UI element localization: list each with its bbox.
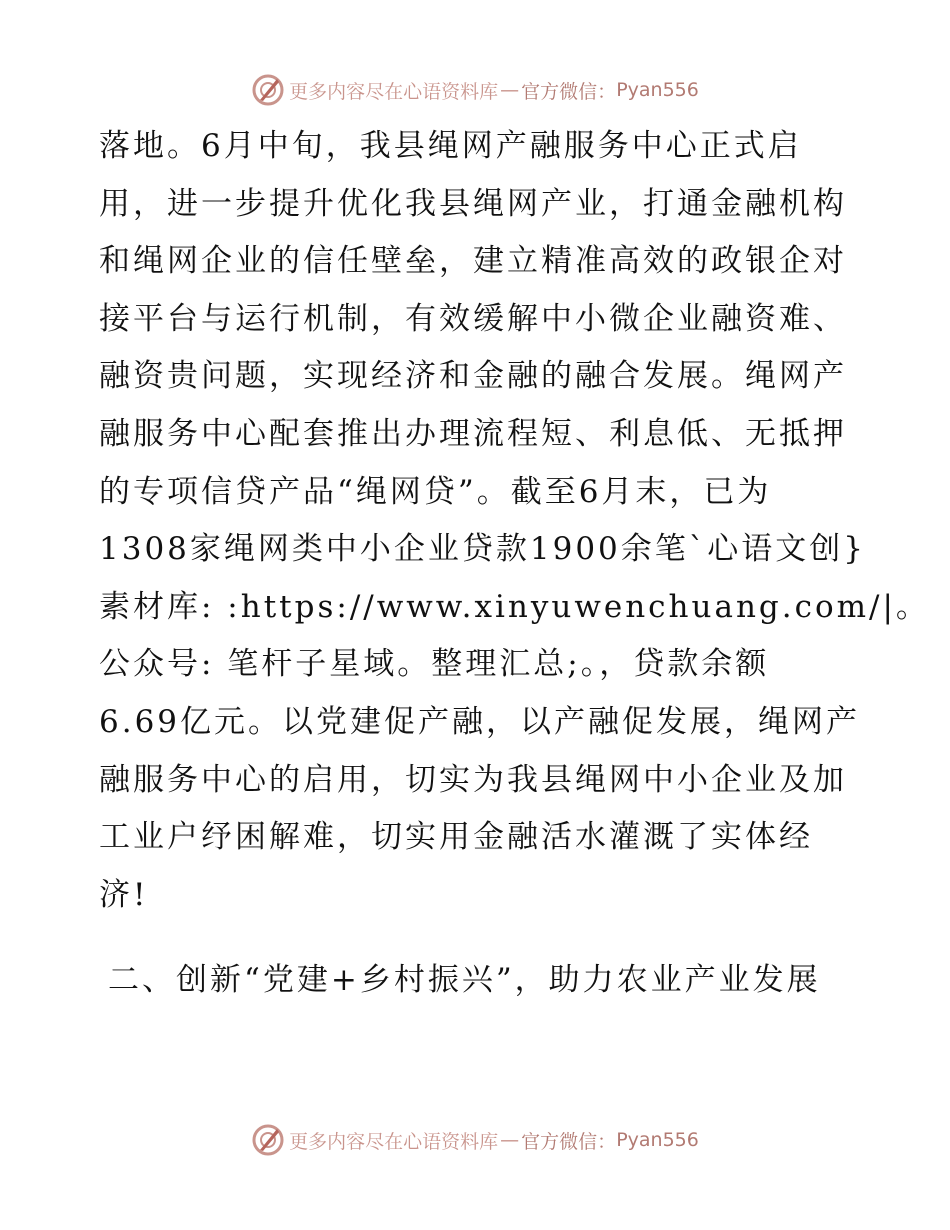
paragraph-line: 融资贵问题，实现经济和金融的融合发展。绳网产 (99, 358, 847, 395)
body-paragraph (99, 118, 930, 924)
quill-logo-icon (251, 73, 285, 107)
watermark-text: 更多内容尽在心语资料库 (289, 80, 499, 103)
section-heading: 二、创新“党建+乡村振兴”，助力农业产业发展 (108, 962, 821, 998)
paragraph-line: 6.69亿元。以党建促产融，以产融促发展，绳网产 (99, 703, 861, 740)
paragraph-line: 工业户纾困解难，切实用金融活水灌溉了实体经 (99, 819, 813, 856)
watermark-wechat-label: 官方微信： (521, 1130, 617, 1153)
paragraph-line: 融服务中心的启用，切实为我县绳网中小企业及加 (99, 761, 847, 798)
paragraph-line: 融服务中心配套推出办理流程短、利息低、无抵押 (99, 415, 847, 452)
watermark-wechat-id: Pyan556 (616, 1129, 699, 1151)
paragraph-line: 接平台与运行机制，有效缓解中小微企业融资难、 (99, 300, 847, 337)
paragraph-line: 素材库: :https://www.xinyuwenchuang.com/|。 (99, 588, 930, 625)
watermark-text: 更多内容尽在心语资料库 (289, 1130, 499, 1153)
watermark-wechat-id: Pyan556 (616, 79, 699, 101)
watermark-separator: — (500, 79, 520, 101)
paragraph-line: 济! (99, 876, 149, 913)
paragraph-line: 的专项信贷产品“绳网贷”。截至6月末，已为 (99, 473, 772, 510)
paragraph-line: 落地。6月中旬，我县绳网产融服务中心正式启 (99, 128, 802, 164)
footer-watermark (0, 1120, 950, 1160)
quill-logo-icon (251, 1123, 285, 1157)
paragraph-line: 用，进一步提升优化我县绳网产业，打通金融机构 (99, 185, 847, 222)
watermark-wechat-label: 官方微信： (521, 80, 617, 103)
paragraph-line: 1308家绳网类中小企业贷款1900余笔`心语文创} (99, 531, 867, 568)
paragraph-line: 和绳网企业的信任壁垒，建立精准高效的政银企对 (99, 243, 847, 280)
watermark-separator: — (500, 1129, 520, 1151)
header-watermark (0, 70, 950, 110)
paragraph-line: 公众号: 笔杆子星域。整理汇总;。，贷款余额 (99, 646, 770, 683)
